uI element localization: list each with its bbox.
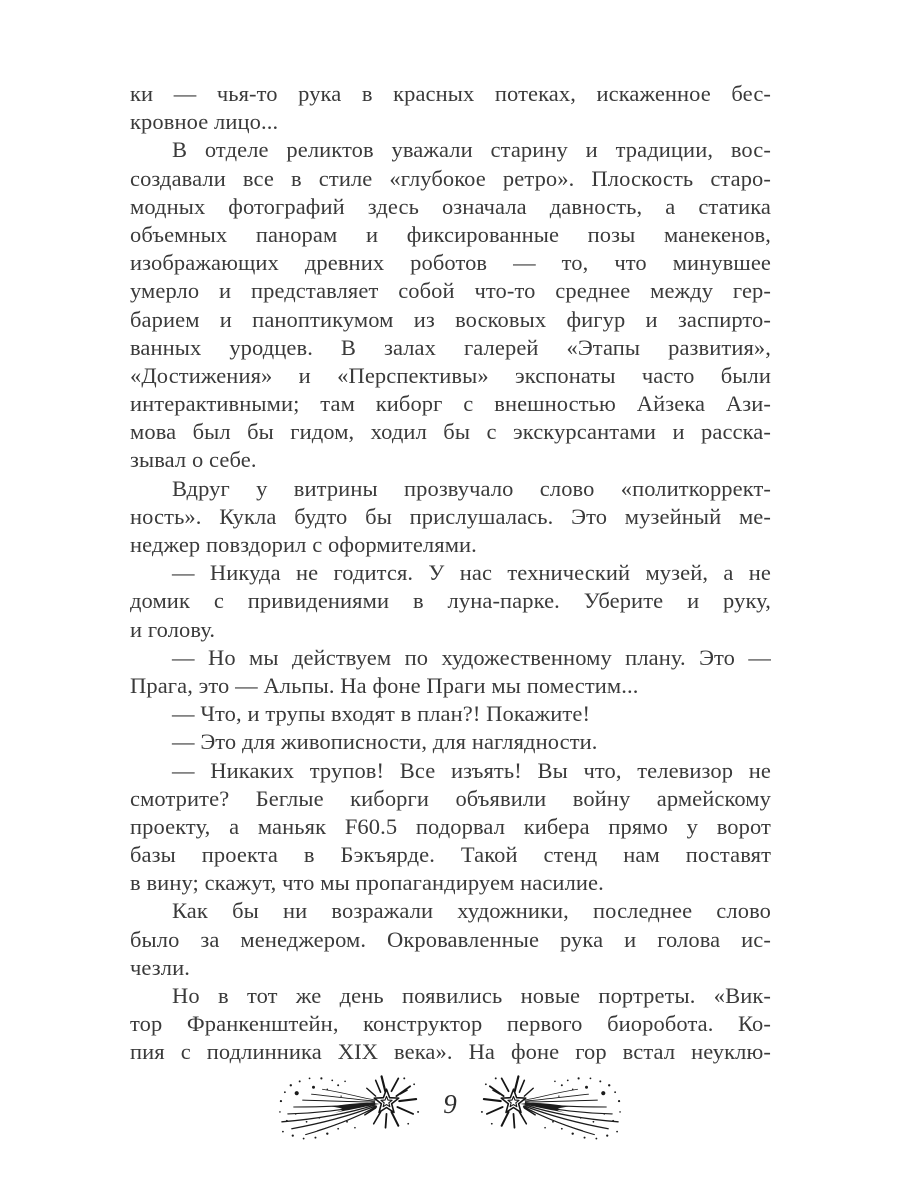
text-line: Прага, это — Альпы. На фоне Праги мы поместим... [130, 672, 639, 698]
text-line: — Никуда не годится. У нас технический музей, а не [172, 560, 771, 586]
text-line: и голову. [130, 616, 216, 642]
text-line: Вдруг у витрины прозвучало слово «политкоррект- [172, 475, 771, 501]
text-line: было за менеджером. Окровавленные рука и голова ис- [130, 926, 771, 952]
text-line: тор Франкенштейн, конструктор первого биоробота. Ко- [130, 1011, 771, 1037]
text-line: в вину; скажут, что мы пропагандируем насилие. [130, 870, 604, 896]
text-line: неджер повздорил с оформителями. [130, 532, 477, 557]
text-line: «Достижения» и «Перспективы» экспонаты часто были [130, 362, 771, 388]
text-line: Как бы ни возражали художники, последнее слово [172, 898, 771, 924]
text-line: кровное лицо... [130, 109, 279, 135]
text-line: барием и паноптикумом из восковых фигур и заспирто- [130, 306, 771, 332]
text-line: изображающих древних роботов — то, что минувшее [130, 250, 771, 276]
text-line: создавали все в стиле «глубокое ретро». Плоскость старо- [130, 165, 771, 191]
text-line: модных фотографий здесь означала давность, а статика [130, 193, 771, 219]
text-line: — Это для живописности, для наглядности. [172, 729, 598, 755]
text-line: — Но мы действуем по художественному плану. Это — [172, 644, 771, 670]
text-block [130, 80, 771, 1067]
text-line: проекту, а маньяк F60.5 подорвал кибера прямо у ворот [130, 813, 771, 839]
page-number: 9 [443, 1088, 457, 1119]
text-line: ванных уродцев. В залах галерей «Этапы развития», [130, 334, 771, 360]
text-line: базы проекта в Бэкъярде. Такой стенд нам поставят [130, 842, 771, 868]
text-line: — Никаких трупов! Все изъять! Вы что, телевизор не [172, 757, 771, 783]
text-line: смотрите? Беглые киборги объявили войну армейскому [130, 785, 771, 811]
text-line: Но в тот же день появились новые портреты. «Вик- [172, 983, 771, 1008]
comet-ornament-right-icon [476, 1072, 624, 1142]
text-line: мова был бы гидом, ходил бы с экскурсантами и расска- [130, 419, 771, 445]
text-line: — Что, и трупы входят в план?! Покажите! [172, 701, 591, 727]
text-line: пия с подлинника XIX века». На фоне гор встал неуклю- [130, 1039, 771, 1065]
page-footer [0, 1072, 900, 1142]
text-line: интерактивными; там киборг с внешностью Айзека Ази- [130, 391, 771, 417]
text-line: объемных панорам и фиксированные позы манекенов, [130, 221, 771, 247]
text-line: зывал о себе. [130, 447, 257, 473]
text-line: умерло и представляет собой что-то среднее между гер- [130, 278, 771, 304]
text-line: чезли. [130, 954, 190, 980]
comet-ornament-left-icon [276, 1072, 424, 1142]
text-line: В отделе реликтов уважали старину и традиции, вос- [172, 137, 771, 163]
text-line: ность». Кукла будто бы прислушалась. Это музейный ме- [130, 503, 771, 529]
text-line: ки — чья-то рука в красных потеках, искаженное бес- [130, 81, 771, 106]
text-line: домик с привидениями в луна-парке. Уберите и руку, [130, 588, 771, 614]
